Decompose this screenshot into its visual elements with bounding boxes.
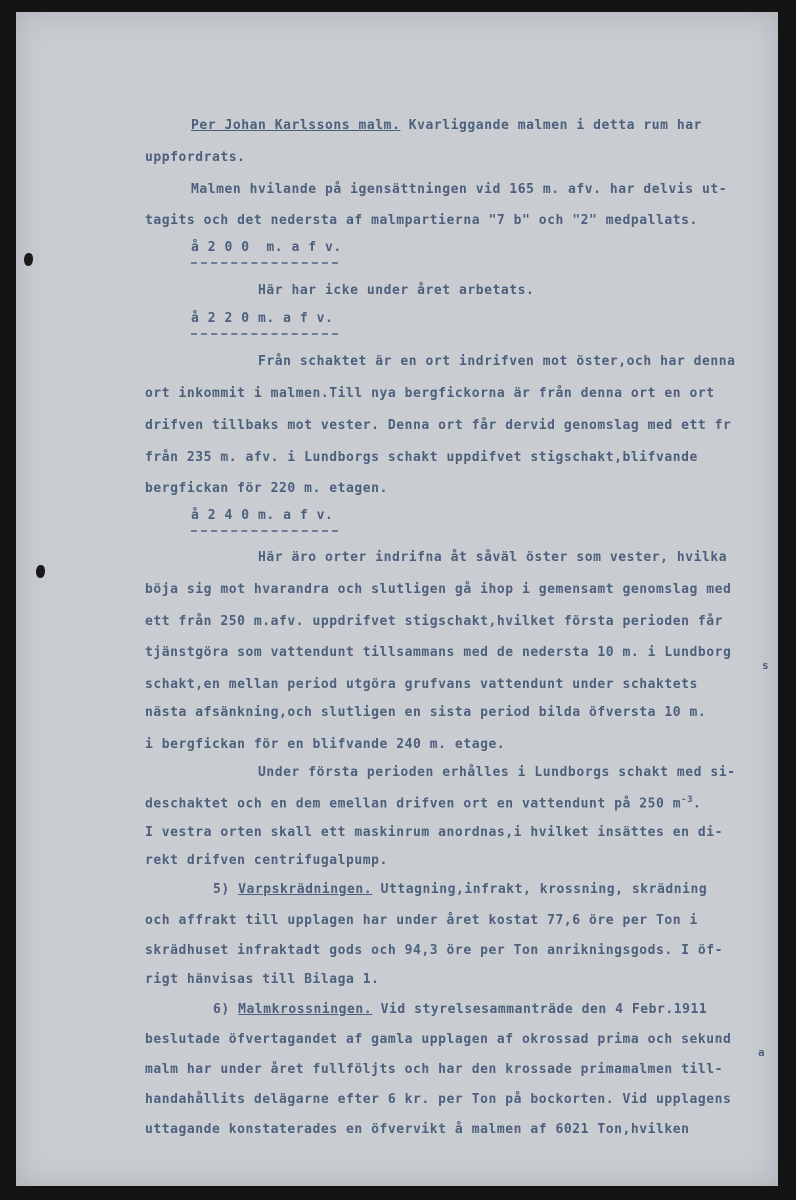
paragraph-line: ett från 250 m.afv. uppdrifvet stigschakt,hvilket första perioden får xyxy=(145,614,723,629)
section-heading: Per Johan Karlssons malm. xyxy=(191,118,401,133)
paragraph-line: deschaktet och en dem emellan drifven ort en vattendunt på 250 $m^{-3}$. xyxy=(145,795,702,812)
margin-correction: s xyxy=(762,659,770,672)
paragraph-line: handahållits delägarne efter 6 kr. per Ton på bockorten. Vid upplagens xyxy=(145,1092,732,1107)
heading-underline xyxy=(191,333,338,335)
paragraph-line: malm har under året fullföljts och har den krossade primamalmen till- xyxy=(145,1062,723,1077)
paragraph-line: rigt hänvisas till Bilaga 1. xyxy=(145,972,380,987)
paragraph-line: 5) Varpskrädningen. Uttagning,infrakt, krossning, skrädning xyxy=(213,882,708,897)
heading-underline xyxy=(191,262,338,264)
section-heading: Malmkrossningen. xyxy=(238,1002,373,1017)
paragraph-line: beslutade öfvertagandet af gamla upplagen af okrossad prima och sekund xyxy=(145,1032,732,1047)
paragraph-line: tagits och det nedersta af malmpartierna "7 b" och "2" medpallats. xyxy=(145,213,698,228)
section-heading: Varpskrädningen. xyxy=(238,882,373,897)
paragraph-line: och affrakt till upplagen har under året kostat 77,6 öre per Ton i xyxy=(145,913,698,928)
paragraph-line: uttagande konstaterades en öfvervikt å malmen af 6021 Ton,hvilken xyxy=(145,1122,690,1137)
paragraph-line: nästa afsänkning,och slutligen en sista period bilda öfversta 10 m. xyxy=(145,705,707,720)
paragraph-line: drifven tillbaks mot vester. Denna ort får dervid genomslag med ett fr xyxy=(145,418,732,433)
punch-hole-mark xyxy=(24,253,33,266)
paragraph-line: rekt drifven centrifugalpump. xyxy=(145,853,388,868)
paragraph-line: uppfordrats. xyxy=(145,150,246,165)
paragraph-line: I vestra orten skall ett maskinrum anordnas,i hvilket insättes en di- xyxy=(145,825,723,840)
section-number: 6) xyxy=(213,1002,230,1017)
paragraph-line: 6) Malmkrossningen. Vid styrelsesammanträde den 4 Febr.1911 xyxy=(213,1002,708,1017)
paragraph-line: i bergfickan för en blifvande 240 m. etage. xyxy=(145,737,506,752)
heading-underline xyxy=(191,530,338,532)
paragraph-line: tjänstgöra som vattendunt tillsammans med de nedersta 10 m. i Lundborg xyxy=(145,645,732,660)
paragraph-line: schakt,en mellan period utgöra grufvans vattendunt under schaktets xyxy=(145,677,698,692)
paragraph-line: Malmen hvilande på igensättningen vid 165 m. afv. har delvis ut- xyxy=(191,182,728,197)
paragraph-line: bergfickan för 220 m. etagen. xyxy=(145,481,388,496)
paragraph-line: Här äro orter indrifna åt såväl öster som vester, hvilka xyxy=(258,550,728,565)
section-number: 5) xyxy=(213,882,230,897)
paragraph-line: böja sig mot hvarandra och slutligen gå ihop i gemensamt genomslag med xyxy=(145,582,732,597)
superscript: -3 xyxy=(681,795,694,805)
level-heading-200: å 2 0 0 m. a f v. xyxy=(191,240,342,255)
paragraph-line: Från schaktet är en ort indrifven mot öster,och har denna xyxy=(258,354,736,369)
paragraph-line: Under första perioden erhålles i Lundborgs schakt med si- xyxy=(258,765,736,780)
paragraph-line: från 235 m. afv. i Lundborgs schakt uppdifvet stigschakt,blifvande xyxy=(145,450,698,465)
margin-correction: a xyxy=(758,1046,766,1059)
paragraph-line: Per Johan Karlssons malm. Kvarliggande malmen i detta rum har xyxy=(191,118,702,133)
level-heading-220: å 2 2 0 m. a f v. xyxy=(191,311,334,326)
paragraph-line: ort inkommit i malmen.Till nya bergfickorna är från denna ort en ort xyxy=(145,386,715,401)
paragraph-line: skrädhuset infraktadt gods och 94,3 öre per Ton anrikningsgods. I öf- xyxy=(145,943,723,958)
paragraph-line: Här har icke under året arbetats. xyxy=(258,283,535,298)
level-heading-240: å 2 4 0 m. a f v. xyxy=(191,508,334,523)
punch-hole-mark xyxy=(36,565,45,578)
